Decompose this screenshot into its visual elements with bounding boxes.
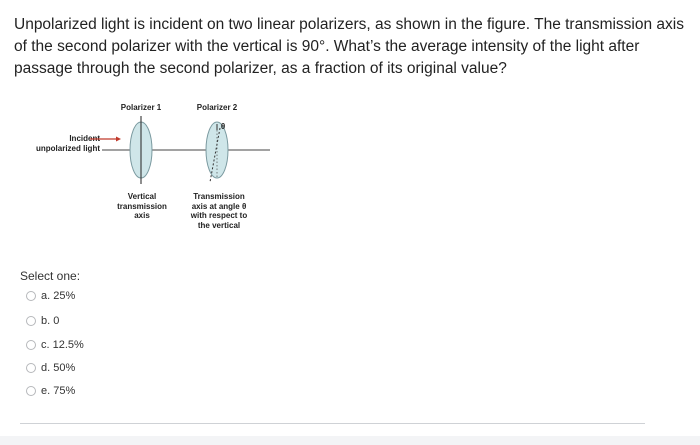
polarizer1-caption-line2: transmission	[117, 201, 167, 211]
answer-option-b[interactable]	[26, 315, 59, 327]
radio-button[interactable]	[26, 316, 36, 326]
polarizer-diagram	[20, 96, 320, 246]
polarizer2-caption-line1: Transmission	[193, 192, 245, 201]
select-one-prompt: Select one:	[20, 269, 81, 283]
polarizer1-caption-line1: Vertical	[127, 192, 157, 201]
answer-option-d[interactable]	[26, 362, 75, 374]
answer-label: e. 75%	[41, 385, 76, 397]
polarizer1-caption	[112, 192, 172, 221]
theta-angle-label: θ	[220, 122, 226, 131]
polarizer2-caption-line3: with respect to	[190, 211, 248, 220]
question-text: Unpolarized light is incident on two linear polarizers, as shown in the figure. The transmission axis of the second polarizer with the vertical is 90°. What’s the average intensity of the light after passage through the second polarizer, as a fraction of its original value?	[14, 16, 684, 77]
polarizer2-caption-line4: the vertical	[197, 220, 241, 230]
answer-option-e[interactable]	[26, 385, 75, 397]
radio-button[interactable]	[26, 386, 36, 396]
polarizer-figure	[20, 96, 320, 246]
answer-label: a. 25%	[41, 290, 76, 302]
bottom-band	[0, 436, 700, 445]
answer-label: b. 0	[41, 315, 60, 327]
polarizer1-icon	[130, 116, 152, 184]
radio-button[interactable]	[26, 363, 36, 373]
answer-label: d. 50%	[41, 362, 76, 374]
polarizer1-caption-line3: axis	[134, 211, 150, 220]
incident-arrow	[90, 137, 121, 142]
incident-label-line2: unpolarized light	[36, 143, 100, 153]
answer-option-a[interactable]	[26, 290, 75, 302]
radio-button[interactable]	[26, 291, 36, 301]
polarizer1-title: Polarizer 1	[120, 103, 162, 112]
incident-label-line1: Incident	[69, 134, 100, 143]
divider	[20, 423, 645, 424]
radio-button[interactable]	[26, 340, 36, 350]
polarizer2-caption	[186, 192, 252, 230]
answer-option-c[interactable]	[26, 339, 84, 351]
answer-label: c. 12.5%	[41, 339, 84, 351]
polarizer2-title: Polarizer 2	[196, 103, 238, 112]
polarizer2-caption-line2: axis at angle θ	[191, 201, 247, 211]
